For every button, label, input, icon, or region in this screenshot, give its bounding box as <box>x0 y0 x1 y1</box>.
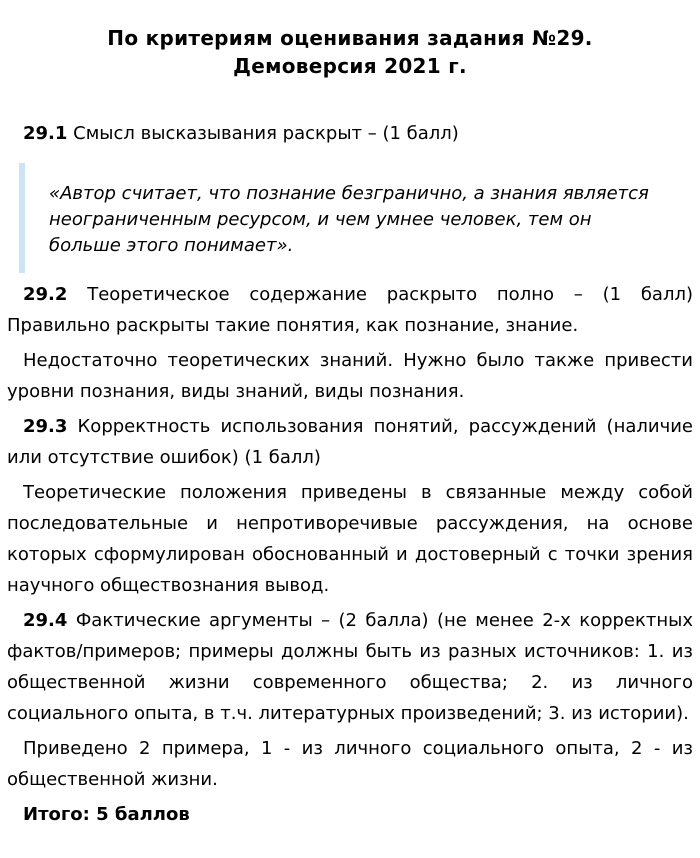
criterion-text: Фактические аргументы – (2 балла) (не менее 2-х корректных фактов/примеров; примеры должны быть из разных источников: 1. из общественной жизни современного общества; 2. из личного социального опыта, в т.ч. литературных произведений; 3. из истории). <box>7 610 693 724</box>
document-title <box>7 24 693 80</box>
criterion-number: 29.3 <box>23 416 68 437</box>
criterion-29-3 <box>7 411 693 473</box>
comment-29-4: Приведено 2 примера, 1 - из личного социального опыта, 2 - из общественной жизни. <box>7 738 693 790</box>
quote-bar <box>19 163 25 273</box>
total-score: Итого: 5 баллов <box>23 804 190 825</box>
criterion-text: Корректность использования понятий, рассуждений (наличие или отсутствие ошибок) (1 балл) <box>7 416 693 468</box>
criterion-number: 29.4 <box>23 610 68 631</box>
criterion-number: 29.1 <box>23 123 68 144</box>
title-line-2: Демоверсия 2021 г. <box>233 54 467 78</box>
title-line-1: По критериям оценивания задания №29. <box>107 26 593 50</box>
quote-text: «Автор считает, что познание безгранично, а знания является неограниченным ресурсом, и чем умнее человек, тем он больше этого понимает». <box>49 183 649 256</box>
criterion-text: Смысл высказывания раскрыт – (1 балл) <box>67 123 459 144</box>
criterion-29-4 <box>7 605 693 729</box>
criterion-text: Теоретическое содержание раскрыто полно – (1 балл) Правильно раскрыты такие понятия, как познание, знание. <box>7 284 693 336</box>
document <box>7 0 693 830</box>
criterion-number: 29.2 <box>23 284 68 305</box>
criterion-29-1 <box>7 118 693 149</box>
comment-29-3: Теоретические положения приведены в связанные между собой последовательные и непротиворечивые рассуждения, на основе которых сформулирован обоснованный и достоверный с точки зрения научного обществознания вывод. <box>7 482 693 596</box>
quote-block <box>7 162 693 277</box>
comment-29-2: Недостаточно теоретических знаний. Нужно было также привести уровни познания, виды знаний, виды познания. <box>7 350 693 402</box>
criterion-29-2 <box>7 279 693 341</box>
